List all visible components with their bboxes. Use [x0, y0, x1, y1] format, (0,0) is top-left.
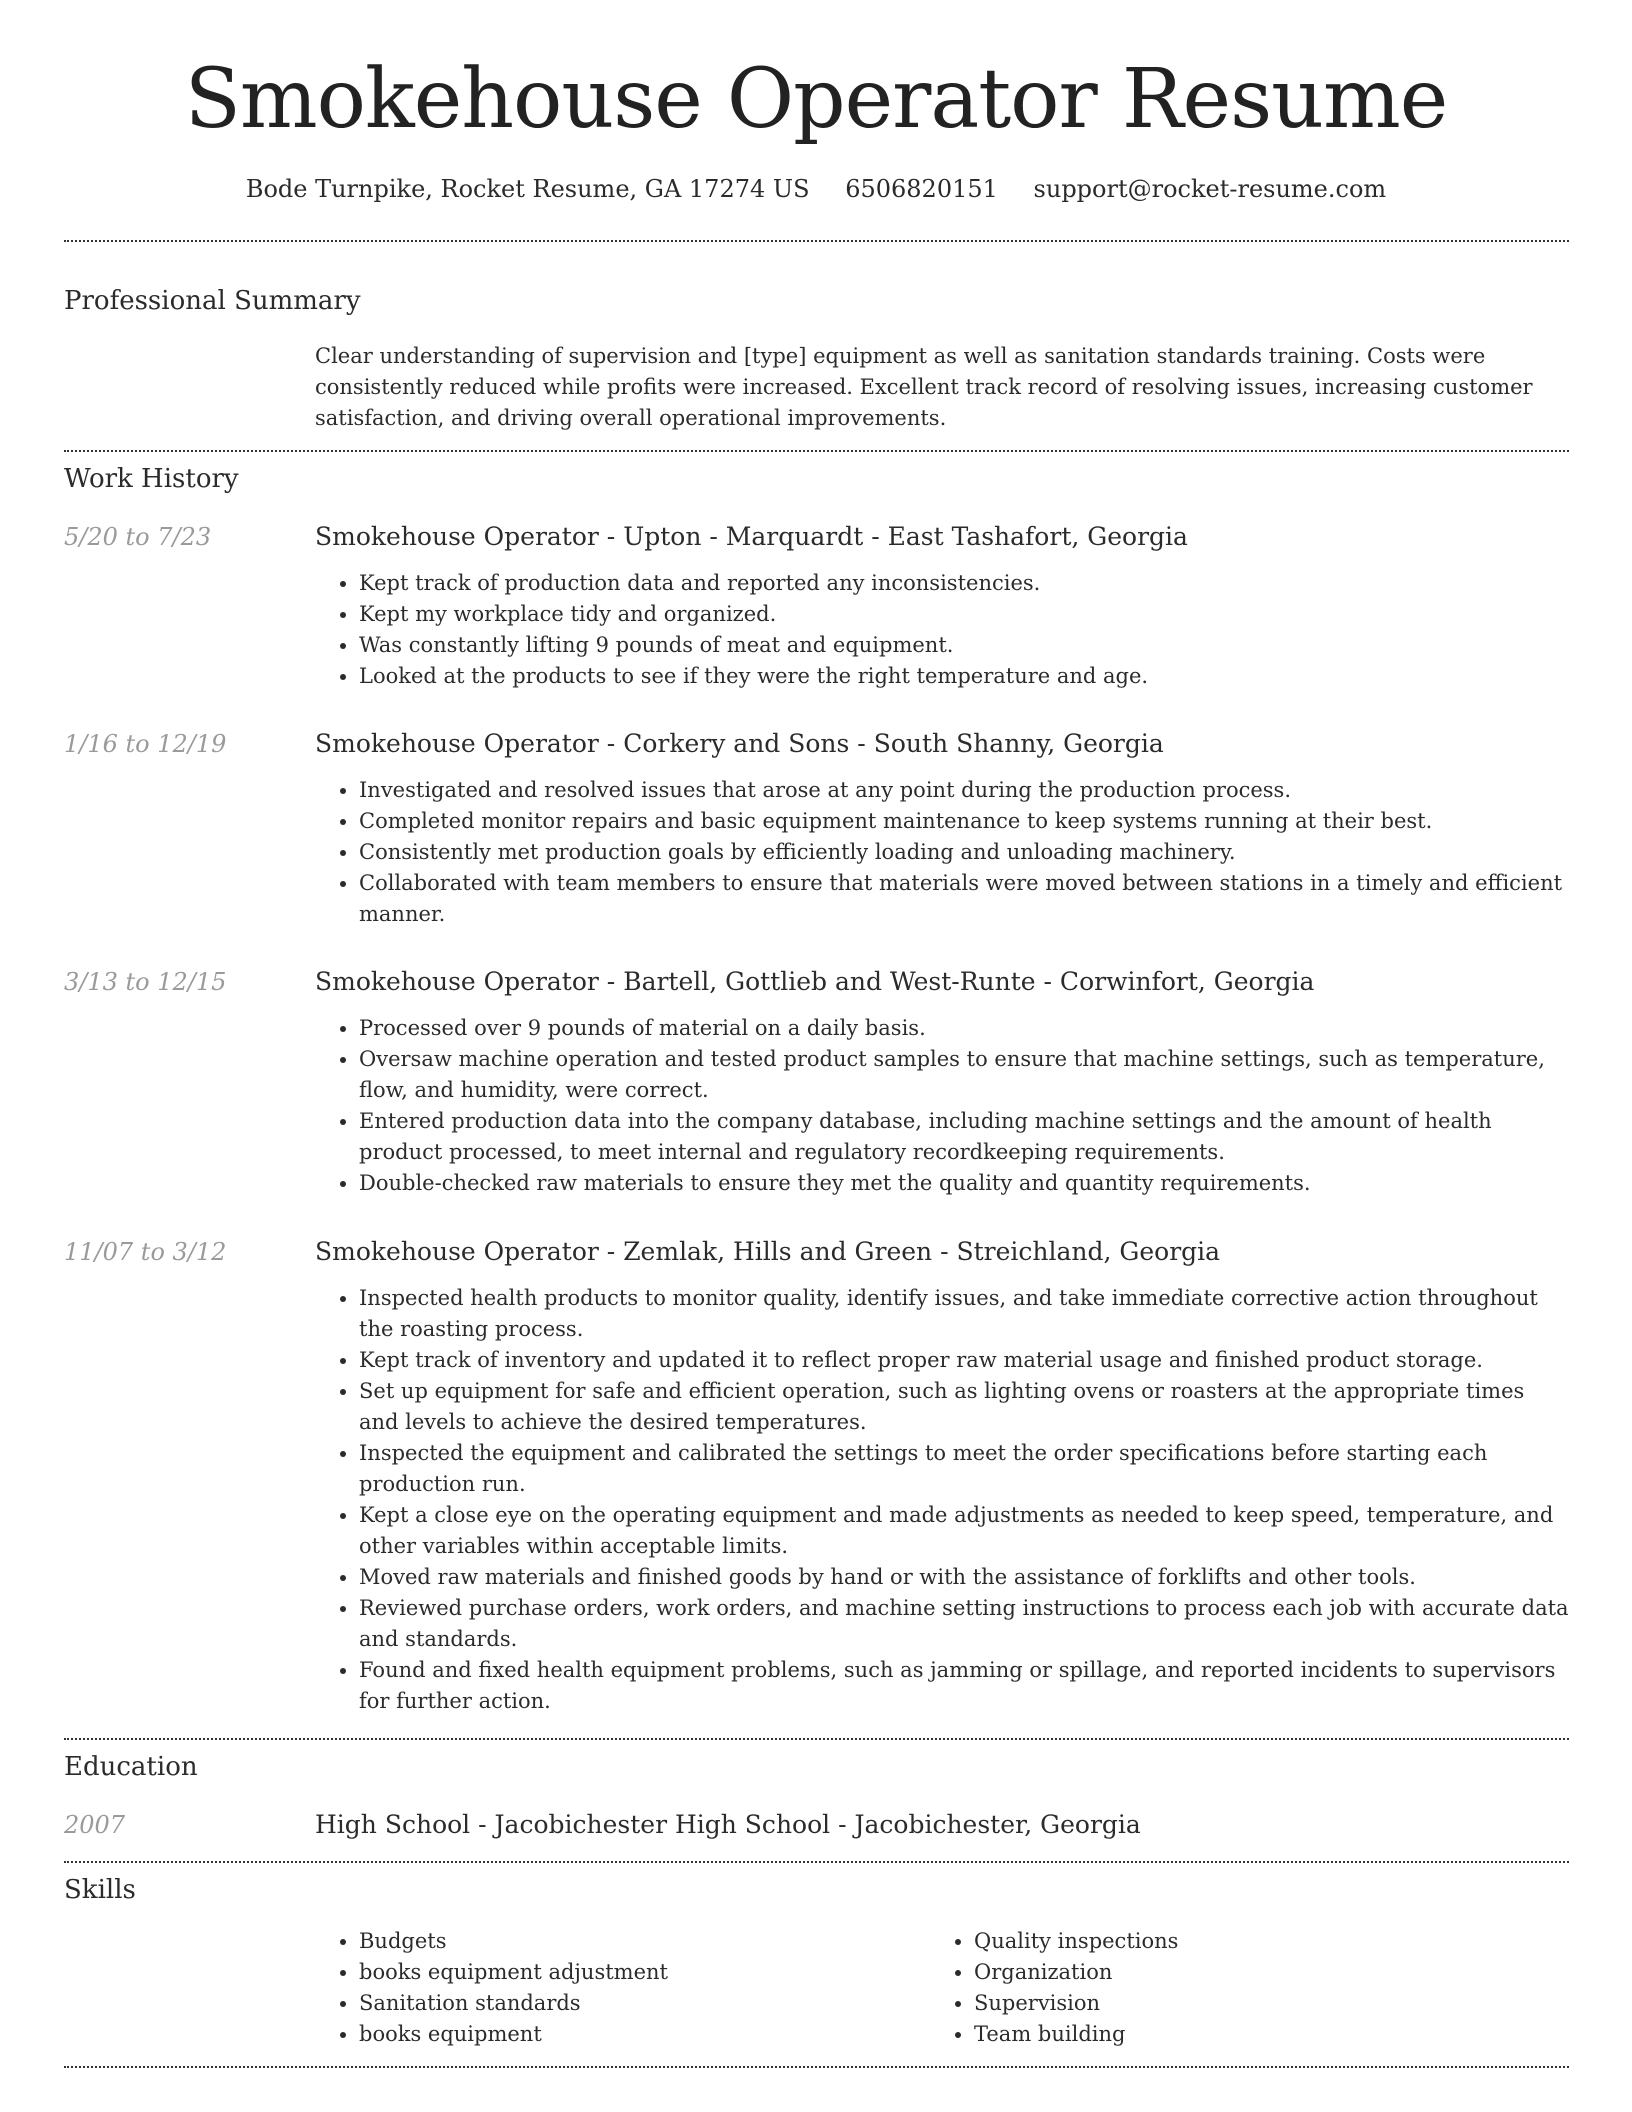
job-title: Smokehouse Operator - Bartell, Gottlieb and West-Runte - Corwinfort, Georgia [315, 967, 1315, 996]
skills-column-right [930, 1926, 1530, 2050]
job-dates: 11/07 to 3/12 [64, 1238, 227, 1266]
divider [64, 240, 1569, 242]
job-bullet: • Consistently met production goals by efficiently loading and unloading machinery. [359, 837, 1569, 868]
job-dates: 3/13 to 12/15 [64, 968, 227, 996]
skill-item: • Team building [974, 2019, 1530, 2050]
skills-column-left [315, 1926, 915, 2050]
divider [64, 2066, 1569, 2068]
summary-text: Clear understanding of supervision and [type] equipment as well as sanitation standards training. Costs were consistently reduced while profits were increased. Excellent track record of resolving issues, increasing customer satisfaction, and driving overall operational improvements. [315, 344, 1533, 430]
job-bullet: • Kept track of production data and reported any inconsistencies. [359, 568, 1569, 599]
skill-item: • Sanitation standards [359, 1988, 915, 2019]
divider [64, 1738, 1569, 1740]
skill-item: • Budgets [359, 1926, 915, 1957]
job-bullet: • Processed over 9 pounds of material on a daily basis. [359, 1013, 1569, 1044]
work-heading: Work History [64, 464, 239, 494]
job-bullet: • Inspected health products to monitor quality, identify issues, and take immediate corrective action throughout the roasting process. [359, 1283, 1569, 1345]
skills-list [315, 1926, 915, 2050]
divider [64, 1861, 1569, 1863]
job-bullet: • Looked at the products to see if they were the right temperature and age. [359, 661, 1569, 692]
job-bullet: • Kept my workplace tidy and organized. [359, 599, 1569, 630]
job-bullets [315, 775, 1569, 930]
job-entry [315, 518, 1569, 692]
job-title: Smokehouse Operator - Zemlak, Hills and Green - Streichland, Georgia [315, 1237, 1221, 1266]
job-title: Smokehouse Operator - Upton - Marquardt - East Tashafort, Georgia [315, 522, 1188, 551]
divider [64, 450, 1569, 452]
skill-item: • Quality inspections [974, 1926, 1530, 1957]
job-bullet: • Set up equipment for safe and efficient operation, such as lighting ovens or roasters at the appropriate times and levels to achieve the desired temperatures. [359, 1376, 1569, 1438]
job-bullet: • Was constantly lifting 9 pounds of meat and equipment. [359, 630, 1569, 661]
job-bullet: • Kept a close eye on the operating equipment and made adjustments as needed to keep speed, temperature, and other variables within acceptable limits. [359, 1500, 1569, 1562]
job-bullet: • Moved raw materials and finished goods by hand or with the assistance of forklifts and other tools. [359, 1562, 1569, 1593]
skill-item: • books equipment adjustment [359, 1957, 915, 1988]
education-entry [315, 1806, 1569, 1844]
job-bullet: • Collaborated with team members to ensure that materials were moved between stations in a timely and efficient manner. [359, 868, 1569, 930]
resume-title: Smokehouse Operator Resume [184, 52, 1448, 147]
job-bullets [315, 568, 1569, 692]
job-bullet: • Entered production data into the company database, including machine settings and the amount of health product processed, to meet internal and regulatory recordkeeping requirements. [359, 1106, 1569, 1168]
job-dates: 5/20 to 7/23 [64, 523, 212, 551]
education-year: 2007 [64, 1811, 126, 1839]
job-bullets [315, 1013, 1569, 1199]
education-heading: Education [64, 1752, 198, 1782]
job-bullet: • Found and fixed health equipment problems, such as jamming or spillage, and reported incidents to supervisors for further action. [359, 1655, 1569, 1717]
skill-item: • Supervision [974, 1988, 1530, 2019]
skill-item: • books equipment [359, 2019, 915, 2050]
skills-list [930, 1926, 1530, 2050]
contact-email: support@rocket-resume.com [1033, 175, 1387, 203]
skills-heading: Skills [64, 1875, 136, 1905]
job-bullet: • Completed monitor repairs and basic equipment maintenance to keep systems running at their best. [359, 806, 1569, 837]
skill-item: • Organization [974, 1957, 1530, 1988]
job-bullet: • Double-checked raw materials to ensure they met the quality and quantity requirements. [359, 1168, 1569, 1199]
job-bullet: • Kept track of inventory and updated it to reflect proper raw material usage and finished product storage. [359, 1345, 1569, 1376]
contact-phone: 6506820151 [845, 175, 998, 203]
job-bullet: • Reviewed purchase orders, work orders, and machine setting instructions to process each job with accurate data and standards. [359, 1593, 1569, 1655]
job-entry [315, 963, 1569, 1199]
job-bullet: • Inspected the equipment and calibrated the settings to meet the order specifications before starting each production run. [359, 1438, 1569, 1500]
job-dates: 1/16 to 12/19 [64, 730, 227, 758]
job-bullet: • Oversaw machine operation and tested product samples to ensure that machine settings, such as temperature, flow, and humidity, were correct. [359, 1044, 1569, 1106]
job-entry [315, 1233, 1569, 1717]
education-text: High School - Jacobichester High School - Jacobichester, Georgia [315, 1810, 1141, 1839]
job-title: Smokehouse Operator - Corkery and Sons - South Shanny, Georgia [315, 729, 1164, 758]
summary-heading: Professional Summary [64, 286, 361, 316]
summary-section [315, 341, 1569, 434]
contact-address: Bode Turnpike, Rocket Resume, GA 17274 US [245, 175, 810, 203]
job-entry [315, 725, 1569, 930]
job-bullets [315, 1283, 1569, 1717]
contact-line [0, 170, 1632, 208]
job-bullet: • Investigated and resolved issues that arose at any point during the production process. [359, 775, 1569, 806]
